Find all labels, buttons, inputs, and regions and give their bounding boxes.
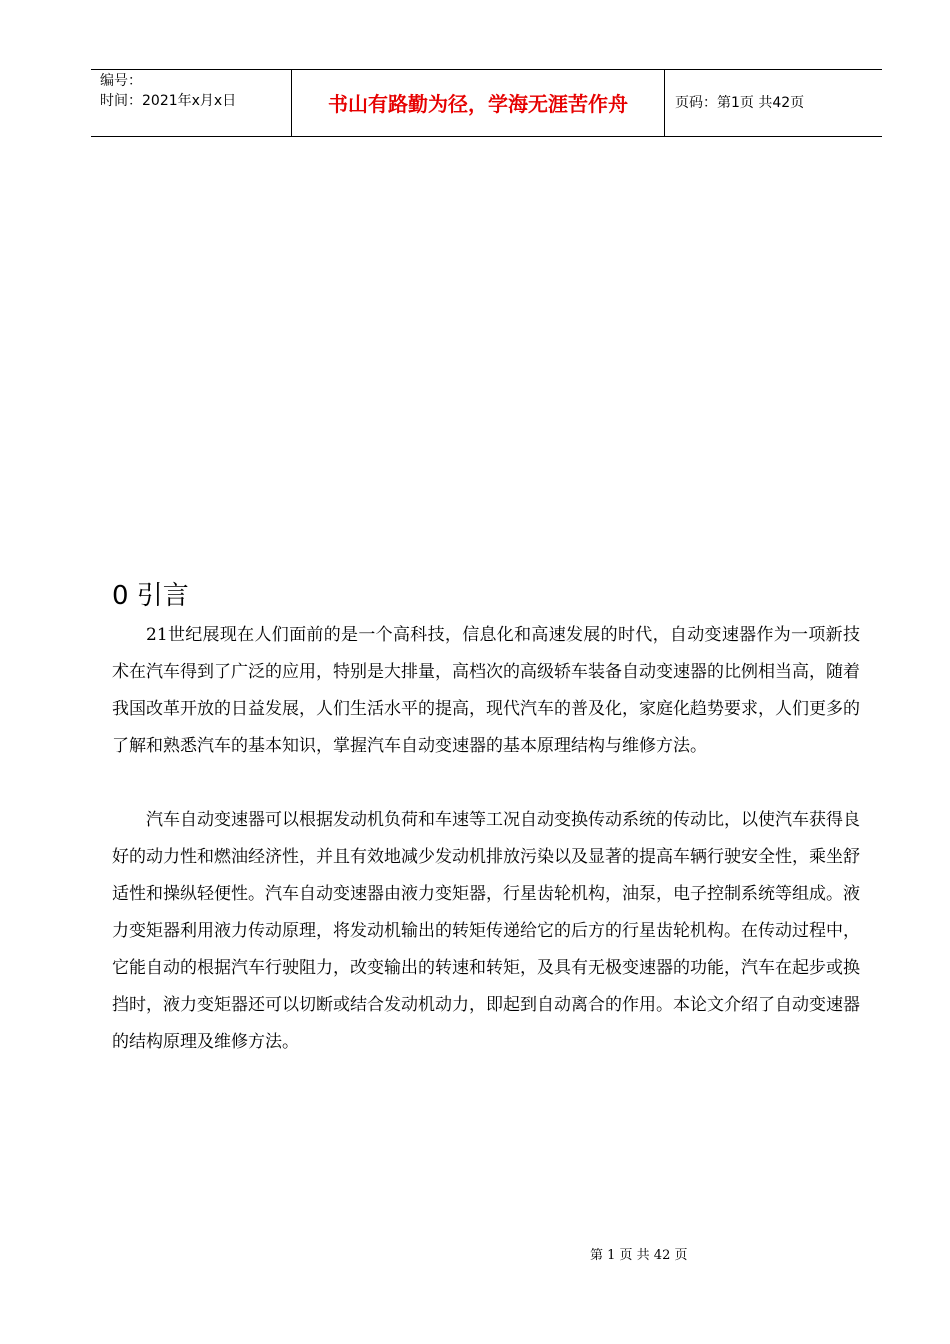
header-motto: 书山有路勤为径，学海无涯苦作舟 [328,92,628,116]
document-number-label: 编号： [100,73,142,89]
section-heading: 0 引言 [112,581,189,611]
page-footer: 第 1 页 共 42 页 [590,1248,688,1263]
header-meta-cell [91,70,291,136]
header-motto-cell [291,70,665,136]
paragraph-2: 汽车自动变速器可以根据发动机负荷和车速等工况自动变换传动系统的传动比，以使汽车获得良好的动力性和燃油经济性，并且有效地减少发动机排放污染以及显著的提高车辆行驶安全性，乘坐舒适性和操纵轻便性。汽车自动变速器由液力变矩器，行星齿轮机构，油泵，电子控制系统等组成。液力变矩器利用液力传动原理，将发动机输出的转矩传递给它的后方的行星齿轮机构。在传动过程中，它能自动的根据汽车行驶阻力，改变输出的转速和转矩，及具有无极变速器的功能，汽车在起步或换挡时，液力变矩器还可以切断或结合发动机动力，即起到自动离合的作用。本论文介绍了自动变速器的结构原理及维修方法。 [112,810,860,1052]
paragraph-1: 21世纪展现在人们面前的是一个高科技，信息化和高速发展的时代，自动变速器作为一项新技术在汽车得到了广泛的应用，特别是大排量，高档次的高级轿车装备自动变速器的比例相当高，随着我国改革开放的日益发展，人们生活水平的提高，现代汽车的普及化，家庭化趋势要求，人们更多的了解和熟悉汽车的基本知识，掌握汽车自动变速器的基本原理结构与维修方法。 [112,625,860,756]
header-page-cell [664,70,882,136]
document-time-label: 时间：2021年x月x日 [100,93,237,109]
header-page-info: 页码：第1页 共42页 [675,95,805,111]
document-header [91,69,882,137]
